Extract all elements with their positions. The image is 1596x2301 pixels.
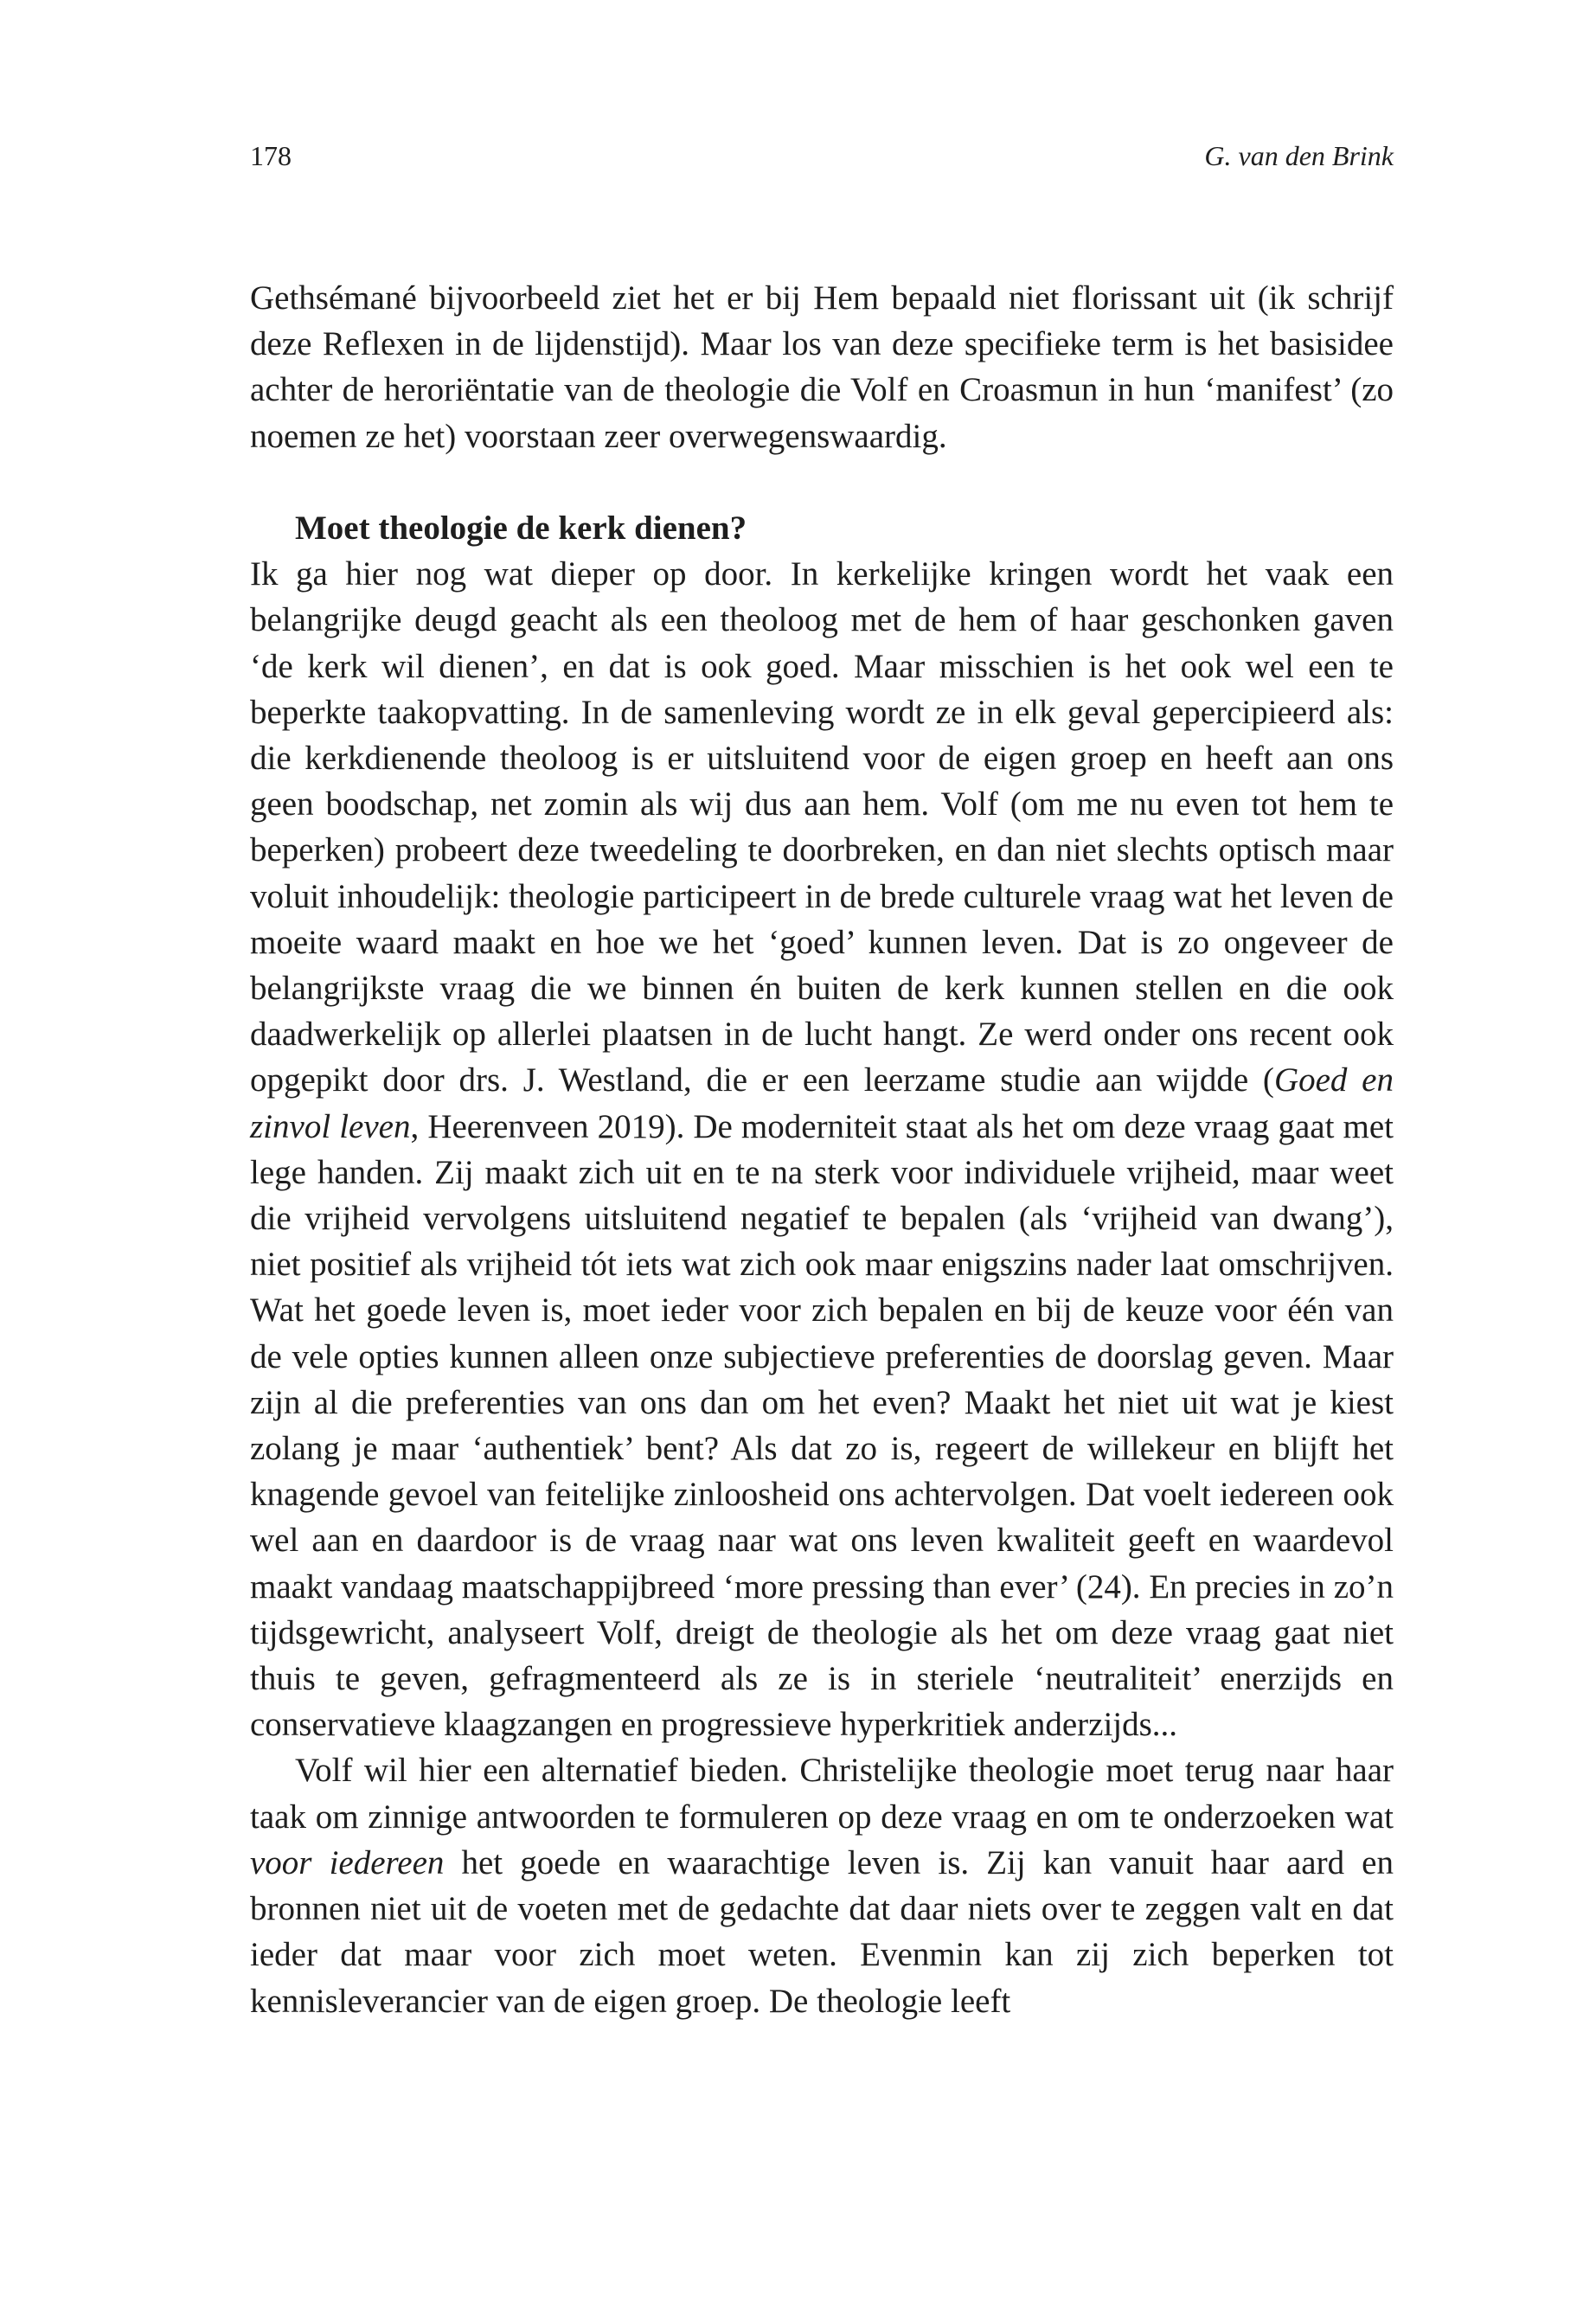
body-text	[250, 275, 1394, 2024]
running-head	[250, 138, 1394, 173]
paragraph-2-text-b: , Heerenveen 2019). De moderniteit staat als het om deze vraag gaat met lege handen. Zij maakt zich uit en te na sterk voor individuele vrijheid, maar weet die vrijheid vervolgens uitsluitend negatief te bepalen (als ‘vrijheid van dwang’), niet positief als vrijheid tót iets wat zich ook maar enigszins nader laat omschrijven. Wat het goede leven is, moet ieder voor zich bepalen en bij de keuze voor één van de vele opties kunnen alleen onze subjectieve preferenties de doorslag geven. Maar zijn al die preferenties van ons dan om het even? Maakt het niet uit wat je kiest zolang je maar ‘authentiek’ bent? Als dat zo is, regeert de willekeur en blijft het knagende gevoel van feitelijke zinloosheid ons achtervolgen. Dat voelt iedereen ook wel aan en daardoor is de vraag naar wat ons leven kwaliteit geeft en waardevol maakt vandaag maatschappijbreed ‘more pressing than ever’ (24). En precies in zo’n tijdsgewricht, analyseert Volf, dreigt de theologie als het om deze vraag gaat niet thuis te geven, gefragmenteerd als ze is in steriele ‘neutraliteit’ enerzijds en conservatieve klaagzangen en progressieve hyperkritiek anderzijds...	[250, 1107, 1394, 1744]
paragraph-3-text-b: het goede en waarachtige leven is. Zij kan vanuit haar aard en bronnen niet uit de voeten met de gedachte dat daar niets over te zeggen valt en dat ieder dat maar voor zich moet weten. Evenmin kan zij zich beperken tot kennisleverancier van de eigen groep. De theologie leeft	[250, 1843, 1394, 2020]
paragraph-3-text-a: Volf wil hier een alternatief bieden. Christelijke theologie moet terug naar haar taak om zinnige antwoorden te formuleren op deze vraag en om te onderzoeken wat	[250, 1752, 1394, 1836]
running-head-author: G. van den Brink	[1204, 140, 1394, 171]
paragraph-2	[250, 551, 1394, 1747]
book-title: Goed en zinvol leven	[250, 1061, 1394, 1145]
paragraph-3-emphasis: voor iedereen	[250, 1843, 445, 1881]
paragraph-2-text-a: Ik ga hier nog wat dieper op door. In kerkelijke kringen wordt het vaak een belangrijke deugd geacht als een theoloog met de hem of haar geschonken gaven ‘de kerk wil dienen’, en dat is ook goed. Maar misschien is het ook wel een te beperkte taakopvatting. In de samenleving wordt ze in elk geval gepercipieerd als: die kerkdienende theoloog is er uitsluitend voor de eigen groep en heeft aan ons geen boodschap, net zomin als wij dus aan hem. Volf (om me nu even tot hem te beperken) probeert deze tweedeling te doorbreken, en dan niet slechts optisch maar voluit inhoudelijk: theologie participeert in de brede culturele vraag wat het leven de moeite waard maakt en hoe we het ‘goed’ kunnen leven. Dat is zo ongeveer de belangrijkste vraag die we binnen én buiten de kerk kunnen stellen en die ook daadwerkelijk op allerlei plaatsen in de lucht hangt. Ze werd onder ons recent ook opgepikt door drs. J. Westland, die er een leerzame studie aan wijdde (	[250, 555, 1394, 1099]
paragraph-1: Gethsémané bijvoorbeeld ziet het er bij Hem bepaald niet florissant uit (ik schrijf deze Reflexen in de lijdenstijd). Maar los van deze specifieke term is het basisidee achter de heroriëntatie van de theologie die Volf en Croasmun in hun ‘manifest’ (zo noemen ze het) voorstaan zeer overwegenswaardig.	[250, 279, 1394, 455]
page-number: 178	[250, 140, 292, 171]
section-heading: Moet theologie de kerk dienen?	[295, 510, 747, 547]
paragraph-3	[250, 1747, 1394, 2023]
